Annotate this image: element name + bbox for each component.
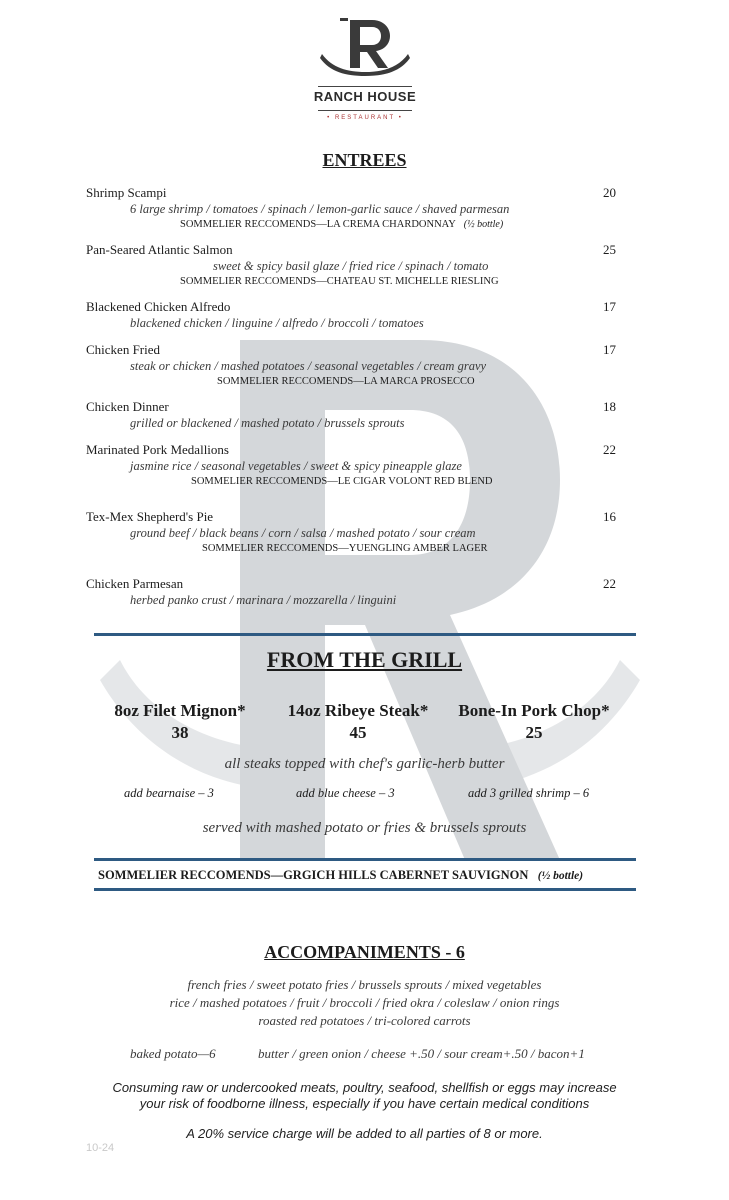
menu-version-code: 10-24: [86, 1142, 115, 1154]
restaurant-logo: [310, 14, 420, 124]
wine-pairing-note: (½ bottle): [537, 870, 584, 882]
item-description: steak or chicken / mashed potatoes / seasonal vegetables / cream gravy: [130, 359, 487, 373]
item-price: 25: [603, 242, 616, 257]
item-wine-pairing: [86, 218, 616, 232]
steak-price: 45: [349, 723, 367, 742]
item-price: 18: [603, 399, 616, 414]
food-safety-warning: your risk of foodborne illness, especially if you have certain medical conditions: [139, 1096, 590, 1111]
item-description: blackened chicken / linguine / alfredo / broccoli / tomatoes: [130, 316, 424, 330]
menu-item: [86, 185, 616, 232]
item-description: 6 large shrimp / tomatoes / spinach / lemon-garlic sauce / shaved parmesan: [130, 202, 510, 216]
food-safety-warning: Consuming raw or undercooked meats, poultry, seafood, shellfish or eggs may increase: [112, 1080, 617, 1095]
logo-rule-top: [318, 86, 412, 87]
item-wine-pairing: SOMMELIER RECCOMENDS—YUENGLING AMBER LAGER: [202, 543, 488, 554]
section-divider: [94, 888, 636, 891]
restaurant-name: RANCH HOUSE: [313, 89, 417, 104]
item-price: 20: [603, 185, 616, 200]
item-description: grilled or blackened / mashed potato / brussels sprouts: [130, 416, 405, 430]
logo-rule-bottom: [318, 110, 412, 111]
item-wine-pairing: SOMMELIER RECCOMENDS—CHATEAU ST. MICHELLE RIESLING: [180, 276, 499, 287]
steak-price: 38: [171, 723, 189, 742]
item-description: sweet & spicy basil glaze / fried rice / spinach / tomato: [213, 259, 489, 273]
wine-pairing-text: SOMMELIER RECCOMENDS—LA CREMA CHARDONNAY: [180, 219, 456, 230]
steak-item: [278, 700, 438, 744]
steak-price: 25: [525, 723, 543, 742]
item-wine-pairing: SOMMELIER RECCOMENDS—LA MARCA PROSECCO: [217, 376, 475, 387]
wine-pairing-note: (½ bottle): [463, 219, 504, 230]
section-divider: [94, 633, 636, 636]
menu-item: [86, 399, 616, 432]
item-price: 22: [603, 576, 616, 591]
accompaniment-line: rice / mashed potatoes / fruit / broccoli / fried okra / coleslaw / onion rings: [169, 995, 560, 1010]
grill-title: FROM THE GRILL: [266, 647, 463, 672]
menu-item: [86, 442, 616, 489]
addon-item: add blue cheese – 3: [296, 786, 395, 800]
grill-wine-pairing: [98, 868, 638, 883]
steak-item: [105, 700, 255, 744]
steak-name: Bone-In Pork Chop*: [458, 701, 610, 720]
item-price: 17: [603, 342, 616, 357]
item-name: Marinated Pork Medallions: [86, 442, 229, 457]
item-name: Chicken Dinner: [86, 399, 169, 414]
steak-topping-note: all steaks topped with chef's garlic-herb butter: [224, 756, 505, 772]
item-name: Chicken Fried: [86, 342, 161, 357]
entrees-title: ENTREES: [322, 150, 407, 170]
menu-item: [86, 242, 616, 289]
accompaniment-line: roasted red potatoes / tri-colored carrots: [258, 1013, 471, 1028]
service-charge-note: A 20% service charge will be added to all parties of 8 or more.: [186, 1126, 543, 1141]
addon-item: add 3 grilled shrimp – 6: [468, 786, 590, 800]
section-divider: [94, 858, 636, 861]
item-name: Tex-Mex Shepherd's Pie: [86, 509, 214, 524]
item-name: Pan-Seared Atlantic Salmon: [86, 242, 233, 257]
grill-served-with: served with mashed potato or fries & brussels sprouts: [202, 820, 527, 836]
menu-item: [86, 576, 616, 609]
accompaniments-title: ACCOMPANIMENTS - 6: [264, 942, 465, 962]
item-description: herbed panko crust / marinara / mozzarella / linguini: [130, 593, 397, 607]
menu-item: [86, 299, 616, 332]
item-description: jasmine rice / seasonal vegetables / sweet & spicy pineapple glaze: [130, 459, 462, 473]
item-price: 16: [603, 509, 616, 524]
item-name: Chicken Parmesan: [86, 576, 184, 591]
steak-name: 14oz Ribeye Steak*: [287, 701, 429, 720]
menu-item: [86, 509, 616, 556]
wine-pairing-text: SOMMELIER RECCOMENDS—GRGICH HILLS CABERNET SAUVIGNON: [98, 868, 529, 882]
item-name: Shrimp Scampi: [86, 185, 167, 200]
item-price: 17: [603, 299, 616, 314]
menu-item: [86, 342, 616, 389]
item-price: 22: [603, 442, 616, 457]
restaurant-subtitle: • RESTAURANT •: [327, 115, 403, 121]
ranch-r-logo-icon: [318, 14, 412, 76]
baked-potato-options: butter / green onion / cheese +.50 / sour cream+.50 / bacon+1: [258, 1046, 585, 1061]
steak-item: [448, 700, 620, 744]
baked-potato-label: baked potato—6: [130, 1046, 216, 1061]
item-wine-pairing: SOMMELIER RECCOMENDS—LE CIGAR VOLONT RED BLEND: [191, 476, 493, 487]
accompaniment-line: french fries / sweet potato fries / brussels sprouts / mixed vegetables: [187, 977, 542, 992]
steak-name: 8oz Filet Mignon*: [114, 701, 246, 720]
item-name: Blackened Chicken Alfredo: [86, 299, 231, 314]
addon-item: add bearnaise – 3: [124, 786, 214, 800]
item-description: ground beef / black beans / corn / salsa / mashed potato / sour cream: [130, 526, 476, 540]
